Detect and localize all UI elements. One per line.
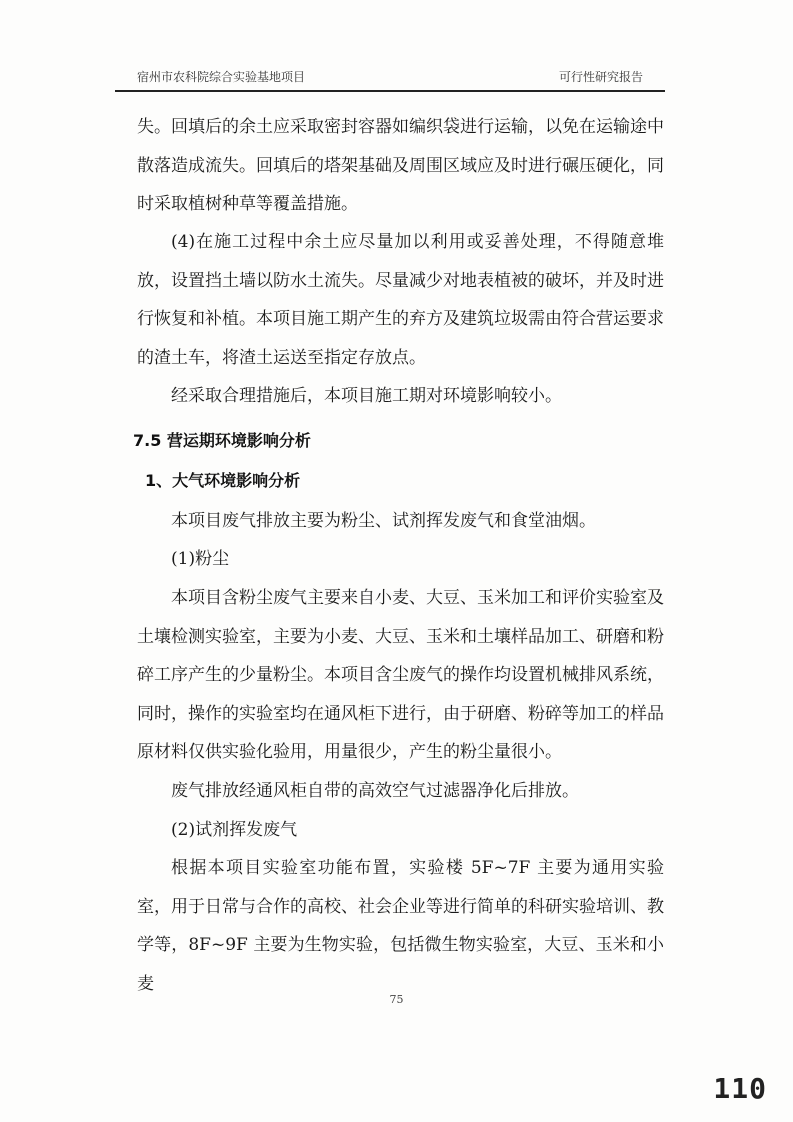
stamped-page-number: 110 — [713, 1072, 767, 1105]
page-number: 75 — [389, 993, 404, 1006]
subsection-heading: 1、大气环境影响分析 — [145, 471, 301, 490]
header-project-title: 宿州市农科院综合实验基地项目 — [137, 70, 306, 84]
paragraph-filter: 废气排放经通风柜自带的高效空气过滤器净化后排放。 — [171, 781, 579, 801]
paragraph-emission-summary: 本项目废气排放主要为粉尘、试剂挥发废气和食堂油烟。 — [171, 511, 596, 531]
paragraph-dust-body: 本项目含粉尘废气主要来自小麦、大豆、玉米加工和评价实验室及土壤检测实验室，主要为小麦、大豆、玉米和土壤样品加工、研磨和粉碎工序产生的少量粉尘。本项目含尘废气的操作均设置机械排风系统，同时，操作的实验室均在通风柜下进行，由于研磨、粉碎等加工的样品原材料仅供实验化验用，用量很少，产生的粉尘量很小。 — [137, 588, 664, 762]
page-header — [115, 64, 665, 90]
header-divider — [115, 90, 665, 92]
header-report-type: 可行性研究报告 — [558, 70, 643, 84]
paragraph-item-4: (4)在施工过程中余土应尽量加以利用或妥善处理，不得随意堆放，设置挡土墙以防水土流失。尽量减少对地表植被的破坏，并及时进行恢复和补植。本项目施工期产生的弃方及建筑垃圾需由符合营运要求的渣土车，将渣土运送至指定存放点。 — [137, 232, 664, 368]
paragraph-soil-transport: 失。回填后的余土应采取密封容器如编织袋进行运输，以免在运输途中散落造成流失。回填后的塔架基础及周围区域应及时进行碾压硬化，同时采取植树种草等覆盖措施。 — [137, 117, 664, 214]
paragraph-reagent-body: 根据本项目实验室功能布置，实验楼 5F~7F 主要为通用实验室，用于日常与合作的高校、社会企业等进行简单的科研实验培训、教学等，8F~9F 主要为生物实验，包括微生物实验室，大豆、玉米和小麦 — [137, 858, 664, 994]
paragraph-dust-title: (1)粉尘 — [171, 549, 230, 569]
section-heading: 7.5 营运期环境影响分析 — [133, 431, 311, 450]
paragraph-reagent-title: (2)试剂挥发废气 — [171, 820, 298, 840]
paragraph-conclusion: 经采取合理措施后，本项目施工期对环境影响较小。 — [171, 386, 562, 406]
